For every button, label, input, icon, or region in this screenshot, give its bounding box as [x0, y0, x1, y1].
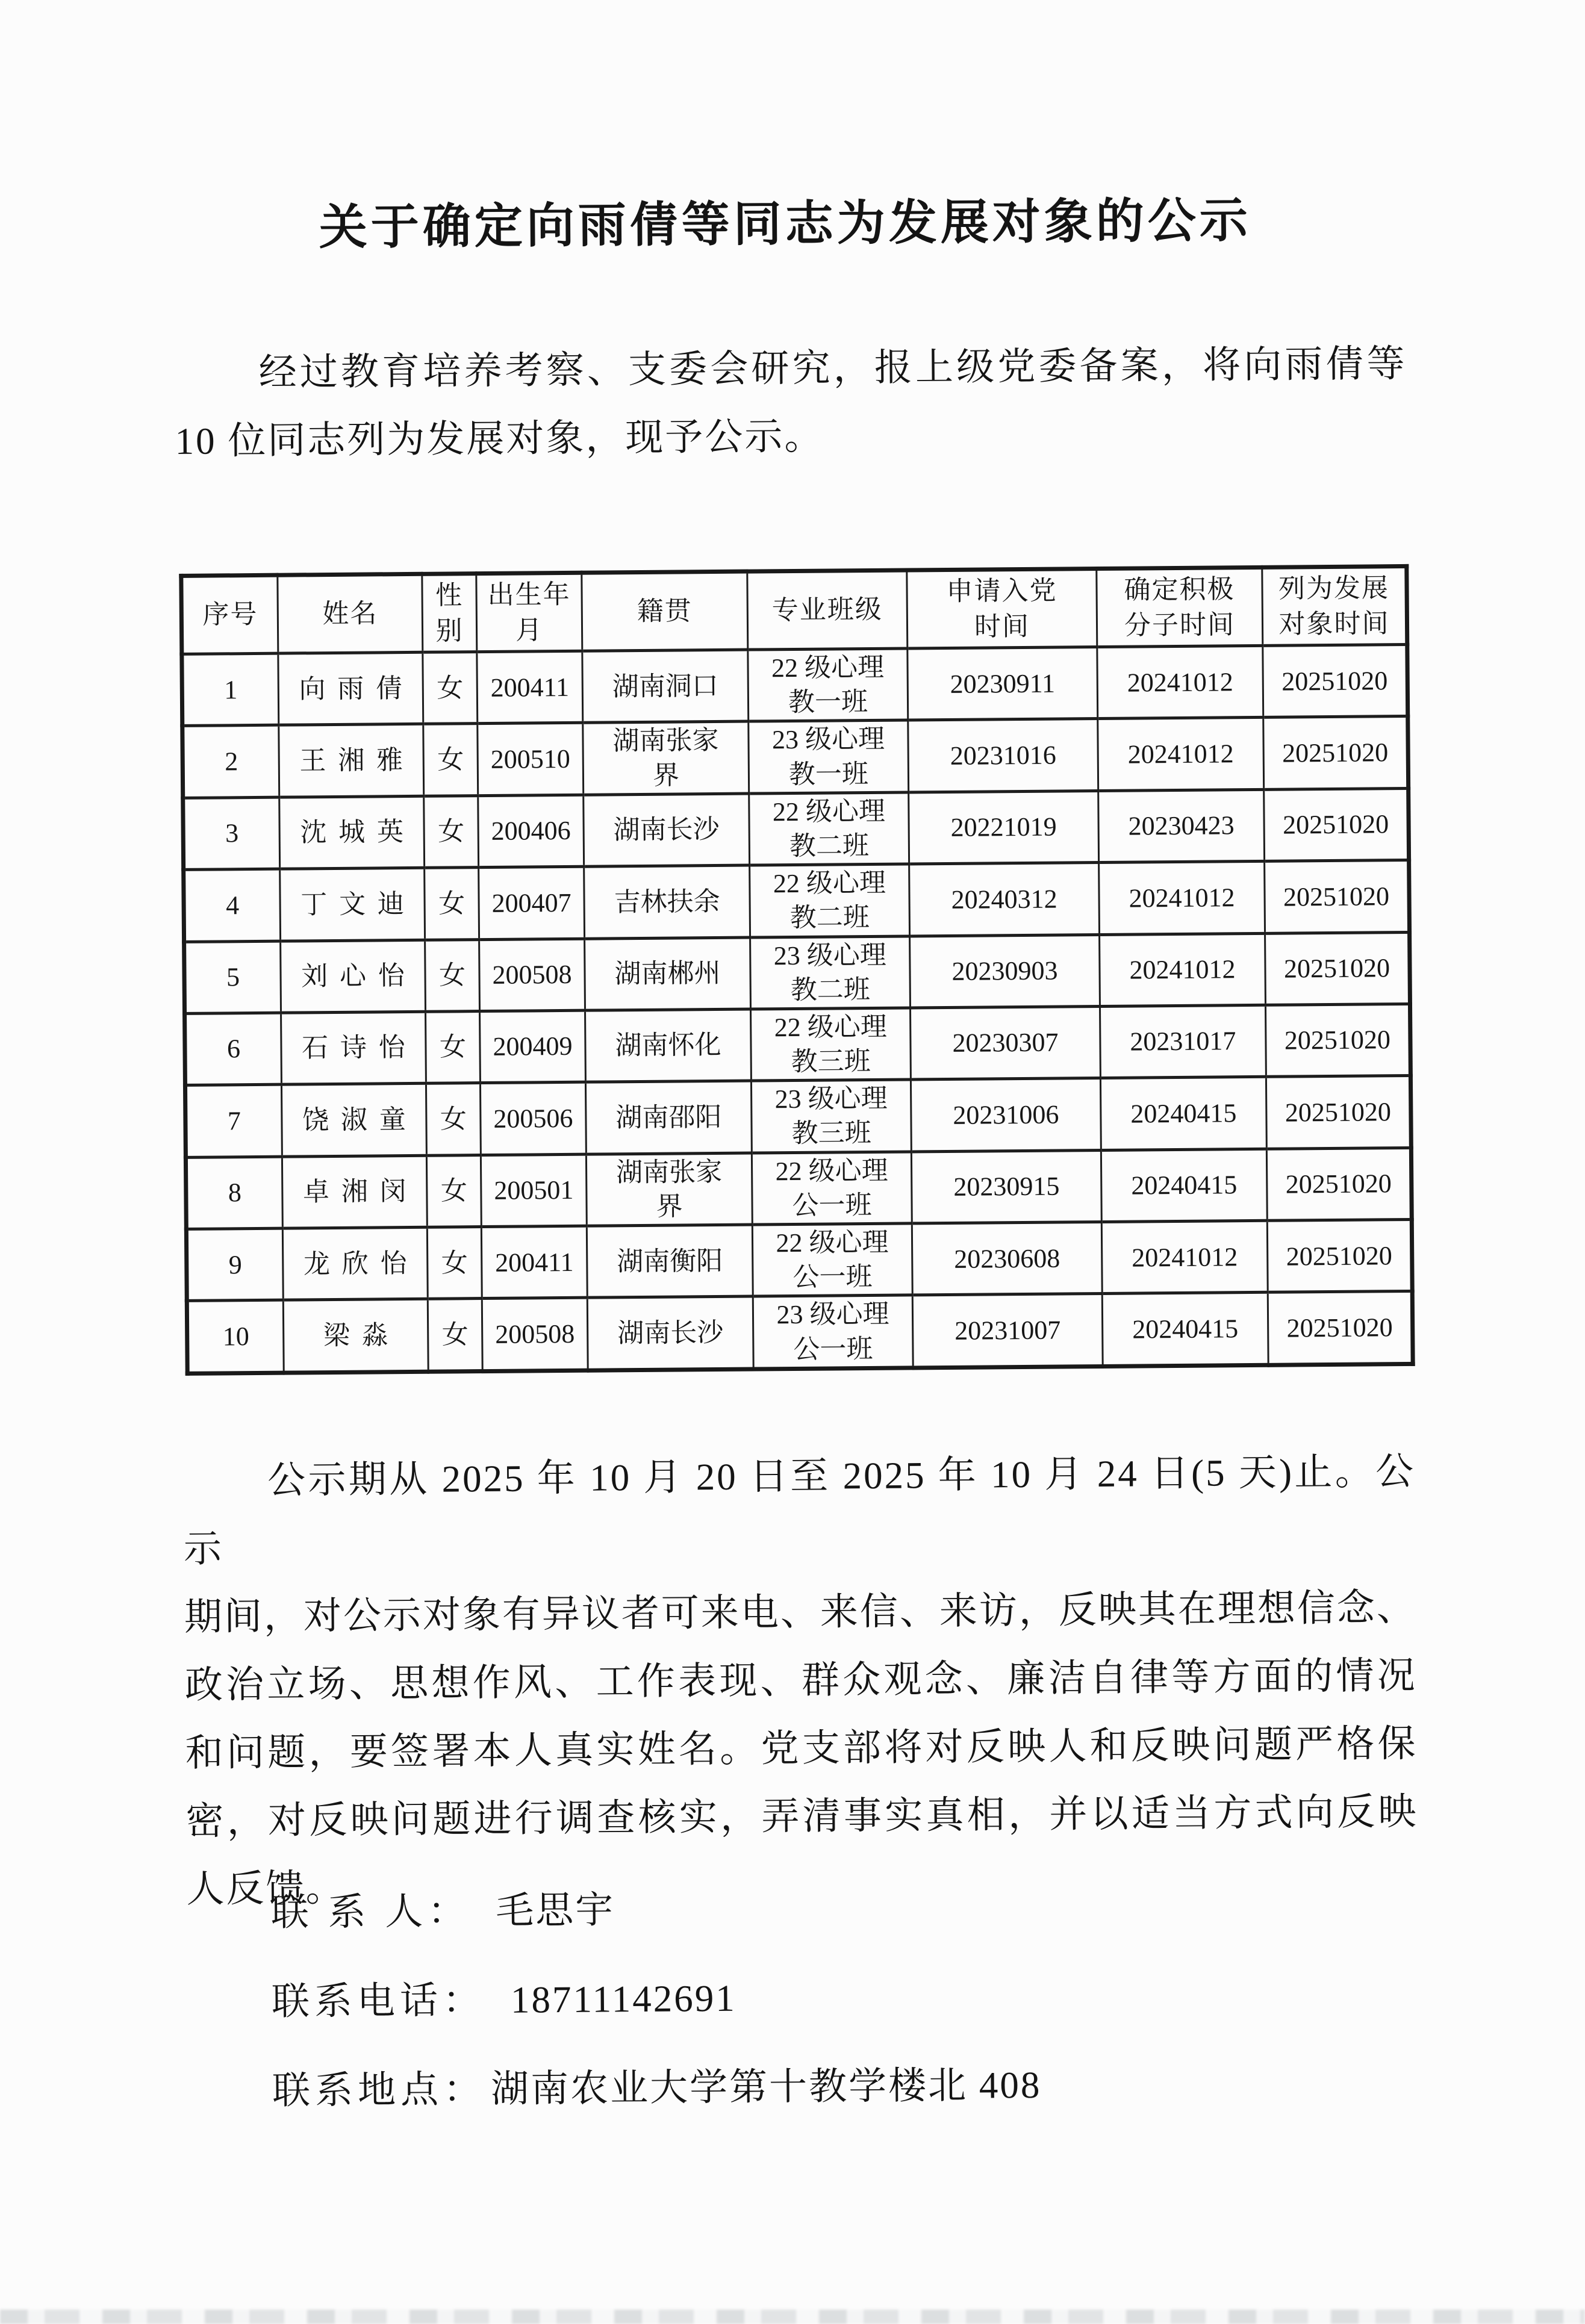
cell-name: 龙欣怡	[282, 1227, 428, 1300]
cell-class-name: 22 级心理 教二班	[749, 792, 909, 865]
header-apply-time: 申请入党 时间	[907, 569, 1097, 648]
cell-birth: 200409	[480, 1010, 586, 1083]
cell-apply-time: 20231006	[911, 1078, 1101, 1152]
header-development-time: 列为发展 对象时间	[1262, 566, 1407, 645]
cell-class-name: 22 级心理 公一班	[752, 1152, 912, 1225]
header-gender: 性 别	[422, 574, 477, 653]
table-row	[185, 1076, 1411, 1157]
table-row	[184, 932, 1410, 1013]
cell-no: 9	[186, 1228, 283, 1301]
table-row	[186, 1219, 1412, 1300]
header-class: 专业班级	[747, 570, 908, 650]
contact-block	[270, 1862, 1042, 2136]
cell-apply-time: 20230307	[910, 1006, 1100, 1080]
cell-birth: 200510	[478, 723, 584, 796]
cell-no: 7	[185, 1084, 282, 1157]
cell-origin: 湖南怀化	[585, 1009, 752, 1083]
cell-name: 王湘雅	[279, 724, 424, 797]
cell-birth: 200501	[481, 1154, 587, 1227]
cell-class-name: 23 级心理 教三班	[751, 1080, 911, 1152]
cell-name: 刘心怡	[281, 940, 426, 1013]
cell-no: 2	[182, 725, 279, 798]
notice-line: 密，对反映问题进行调查核实，弄清事实真相，并以适当方式向反映	[185, 1790, 1418, 1842]
cell-activist-time: 20231017	[1100, 1005, 1266, 1078]
cell-origin: 湖南张家 界	[583, 721, 749, 795]
cell-origin: 湖南邵阳	[585, 1081, 752, 1154]
cell-name: 沈城英	[279, 796, 425, 869]
scan-edge-artifact	[0, 2310, 1585, 2324]
cell-apply-time: 20230911	[908, 647, 1098, 721]
table-row	[185, 1004, 1411, 1085]
cell-birth: 200506	[480, 1082, 586, 1155]
cell-development-time: 20251020	[1265, 932, 1410, 1005]
cell-gender: 女	[427, 1227, 482, 1299]
cell-no: 4	[184, 869, 281, 942]
cell-development-time: 20251020	[1263, 644, 1408, 717]
contact-phone-line	[271, 1951, 1041, 2046]
cell-class-name: 22 级心理 教二班	[750, 864, 910, 937]
cell-development-time: 20251020	[1265, 860, 1410, 933]
cell-gender: 女	[425, 868, 479, 940]
cell-class-name: 23 级心理 教二班	[750, 936, 911, 1008]
cell-gender: 女	[426, 1011, 481, 1083]
cell-development-time: 20251020	[1267, 1219, 1412, 1292]
cell-origin: 吉林扶余	[584, 865, 750, 939]
cell-name: 丁文迪	[280, 868, 425, 940]
cell-gender: 女	[425, 939, 480, 1011]
cell-apply-time: 20231016	[908, 719, 1098, 792]
header-activist-time: 确定积极 分子时间	[1097, 567, 1263, 647]
notice-line: 公示期从 2025 年 10 月 20 日至 2025 年 10 月 24 日(5 天)止。公示	[183, 1450, 1416, 1570]
notice-line: 人反馈。	[186, 1866, 346, 1910]
header-origin: 籍贯	[582, 571, 748, 651]
cell-development-time: 20251020	[1263, 716, 1409, 789]
cell-activist-time: 20241012	[1101, 1220, 1268, 1294]
cell-activist-time: 20240415	[1101, 1149, 1267, 1222]
cell-development-time: 20251020	[1265, 1004, 1410, 1077]
cell-apply-time: 20231007	[912, 1294, 1103, 1368]
cell-activist-time: 20241012	[1099, 861, 1265, 934]
cell-name: 石诗怡	[281, 1011, 426, 1084]
cell-apply-time: 20221019	[909, 791, 1099, 864]
cell-origin: 湖南长沙	[587, 1296, 753, 1370]
cell-name: 卓湘闵	[282, 1155, 427, 1228]
table-row	[187, 1291, 1413, 1373]
cell-activist-time: 20241012	[1097, 645, 1263, 719]
cell-gender: 女	[423, 724, 478, 796]
table-row	[182, 644, 1408, 725]
notice-paragraph	[183, 1438, 1419, 1924]
cell-origin: 湖南洞口	[582, 650, 749, 723]
cell-gender: 女	[426, 1083, 481, 1155]
table-row	[184, 860, 1410, 942]
notice-line: 政治立场、思想作风、工作表现、群众观念、廉洁自律等方面的情况	[184, 1654, 1418, 1706]
header-no: 序号	[181, 575, 278, 654]
cell-class-name: 22 级心理 教一班	[748, 648, 908, 721]
cell-gender: 女	[426, 1155, 481, 1227]
cell-birth: 200406	[478, 795, 584, 868]
contact-person-label: 联 系 人：	[270, 1890, 471, 1934]
cell-gender: 女	[428, 1299, 482, 1372]
cell-development-time: 20251020	[1264, 788, 1409, 861]
cell-origin: 湖南衡阳	[587, 1225, 753, 1298]
cell-activist-time: 20241012	[1098, 718, 1264, 791]
cell-birth: 200508	[479, 939, 585, 1011]
cell-class-name: 23 级心理 教一班	[749, 720, 909, 793]
cell-class-name: 23 级心理 公一班	[753, 1295, 913, 1369]
cell-activist-time: 20241012	[1100, 933, 1266, 1007]
cell-name: 梁淼	[283, 1299, 428, 1373]
cell-class-name: 22 级心理 教三班	[751, 1008, 911, 1081]
cell-no: 10	[187, 1300, 284, 1374]
cell-development-time: 20251020	[1266, 1076, 1411, 1149]
header-birth: 出生年 月	[476, 573, 582, 651]
table-row	[182, 716, 1409, 798]
contact-phone-label: 联系电话：	[271, 1979, 486, 2023]
cell-no: 6	[185, 1013, 282, 1086]
cell-birth: 200411	[477, 651, 583, 724]
cell-activist-time: 20230423	[1098, 789, 1265, 863]
table-row	[183, 788, 1409, 869]
notice-line: 期间，对公示对象有异议者可来电、来信、来访，反映其在理想信念、	[184, 1586, 1417, 1638]
contact-address-value: 湖南农业大学第十教学楼北 408	[490, 2063, 1042, 2110]
cell-no: 5	[184, 941, 281, 1014]
cell-apply-time: 20240312	[909, 863, 1100, 936]
page-title: 关于确定向雨倩等同志为发展对象的公示	[319, 194, 1252, 255]
intro-line: 经过教育培养考察、支委会研究，报上级党委备案，将向雨倩等	[258, 342, 1407, 394]
cell-development-time: 20251020	[1266, 1148, 1412, 1220]
header-name: 姓名	[278, 574, 423, 653]
intro-paragraph	[174, 330, 1407, 476]
cell-no: 8	[185, 1157, 282, 1229]
cell-no: 1	[182, 653, 279, 726]
candidates-table	[179, 564, 1415, 1376]
cell-origin: 湖南张家 界	[586, 1153, 752, 1226]
cell-origin: 湖南郴州	[585, 937, 751, 1011]
intro-line: 10 位同志列为发展对象，现予公示。	[175, 415, 824, 463]
contact-phone-value: 18711142691	[510, 1977, 737, 2021]
cell-gender: 女	[424, 795, 479, 868]
cell-origin: 湖南长沙	[584, 794, 750, 867]
cell-gender: 女	[423, 652, 478, 724]
notice-line: 和问题，要签署本人真实姓名。党支部将对反映人和反映问题严格保	[185, 1722, 1418, 1774]
cell-activist-time: 20240415	[1102, 1293, 1268, 1367]
table-row	[185, 1148, 1412, 1229]
cell-no: 3	[183, 797, 280, 870]
contact-person-value: 毛思宇	[495, 1889, 615, 1932]
cell-name: 饶淑童	[281, 1084, 426, 1157]
contact-address-line	[272, 2040, 1042, 2136]
cell-birth: 200411	[481, 1226, 587, 1299]
cell-apply-time: 20230608	[912, 1222, 1102, 1295]
cell-apply-time: 20230903	[910, 934, 1100, 1008]
table-header-row	[181, 566, 1407, 654]
contact-address-label: 联系地点：	[272, 2068, 487, 2112]
cell-activist-time: 20240415	[1100, 1077, 1266, 1151]
cell-development-time: 20251020	[1268, 1291, 1413, 1365]
cell-birth: 200508	[482, 1298, 588, 1372]
cell-class-name: 22 级心理 公一班	[752, 1223, 912, 1296]
cell-name: 向雨倩	[278, 652, 423, 725]
cell-birth: 200407	[479, 866, 585, 939]
contact-person-line	[270, 1862, 1040, 1957]
cell-apply-time: 20230915	[911, 1150, 1101, 1223]
